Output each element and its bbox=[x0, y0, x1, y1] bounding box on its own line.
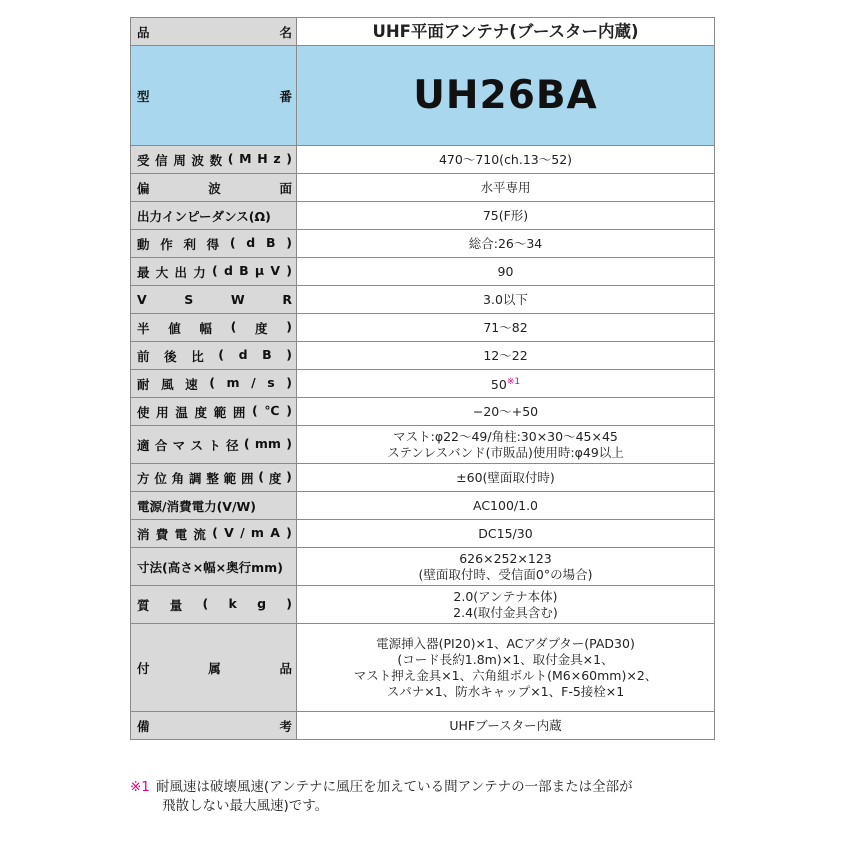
spec-row bbox=[131, 464, 715, 492]
spec-value-line: ±60(壁面取付時) bbox=[456, 469, 555, 485]
spec-label bbox=[131, 202, 297, 230]
spec-value-line: UHF平面アンテナ(ブースター内蔵) bbox=[372, 21, 639, 41]
spec-label-text: 偏 波 面 bbox=[137, 180, 292, 196]
spec-label bbox=[131, 624, 297, 712]
spec-label-text: 最 大 出 力 ( d B μ V ) bbox=[137, 262, 292, 280]
spec-value bbox=[297, 202, 715, 230]
spec-value-line: UHFブースター内蔵 bbox=[449, 717, 562, 733]
spec-value-line: AC100/1.0 bbox=[472, 497, 538, 513]
spec-row bbox=[131, 624, 715, 712]
spec-value bbox=[297, 492, 715, 520]
spec-value bbox=[297, 146, 715, 174]
spec-value-line: (壁面取付時、受信面0°の場合) bbox=[418, 566, 593, 582]
spec-row bbox=[131, 520, 715, 548]
spec-value-line: マスト押え金具×1、六角組ボルト(M6×60mm)×2、 bbox=[353, 667, 658, 683]
spec-row bbox=[131, 230, 715, 258]
spec-label bbox=[131, 174, 297, 202]
spec-value bbox=[297, 398, 715, 426]
spec-value bbox=[297, 712, 715, 740]
spec-row bbox=[131, 492, 715, 520]
spec-label-text: 動 作 利 得 ( d B ) bbox=[137, 234, 292, 252]
spec-value-line: 12〜22 bbox=[483, 347, 528, 363]
spec-label bbox=[131, 398, 297, 426]
model-number bbox=[297, 46, 715, 146]
spec-label-text: 質 量 ( k g ) bbox=[137, 595, 292, 613]
spec-label bbox=[131, 426, 297, 464]
spec-label-text: 使 用 温 度 範 囲 ( ℃ ) bbox=[137, 402, 292, 420]
spec-label bbox=[131, 464, 297, 492]
spec-label-text: 品 名 bbox=[137, 24, 292, 40]
spec-label-text: 半 値 幅 ( 度 ) bbox=[137, 318, 292, 336]
spec-value bbox=[297, 426, 715, 464]
spec-row bbox=[131, 548, 715, 586]
spec-label-text: 受 信 周 波 数 ( M H z ) bbox=[137, 150, 292, 168]
spec-value-line: 626×252×123 bbox=[459, 550, 552, 566]
spec-row bbox=[131, 712, 715, 740]
spec-value-line: 2.0(アンテナ本体) bbox=[453, 588, 558, 604]
spec-value bbox=[297, 342, 715, 370]
spec-value bbox=[297, 464, 715, 492]
footnote-text-1: 耐風速は破壊風速(アンテナに風圧を加えている間アンテナの一部または全部が bbox=[155, 779, 633, 795]
spec-label bbox=[131, 286, 297, 314]
spec-table bbox=[130, 17, 715, 740]
spec-label bbox=[131, 230, 297, 258]
spec-value-line: 470〜710(ch.13〜52) bbox=[438, 151, 573, 167]
spec-label-text: 消 費 電 流 ( V / m A ) bbox=[137, 524, 292, 542]
spec-label-text: 電源/消費電力(V/W) bbox=[137, 498, 257, 514]
spec-label bbox=[131, 520, 297, 548]
spec-value-line: 2.4(取付金具含む) bbox=[453, 604, 558, 620]
spec-value bbox=[297, 548, 715, 586]
spec-label bbox=[131, 712, 297, 740]
spec-row bbox=[131, 286, 715, 314]
spec-value-line: 90 bbox=[497, 263, 514, 279]
spec-label bbox=[131, 314, 297, 342]
spec-value bbox=[297, 230, 715, 258]
spec-value bbox=[297, 314, 715, 342]
spec-value-line: マスト:φ22〜49/角柱:30×30〜45×45 bbox=[393, 428, 618, 444]
spec-value-line: 水平専用 bbox=[480, 179, 531, 195]
spec-value-line: スパナ×1、防水キャップ×1、F-5接栓×1 bbox=[386, 683, 625, 699]
product-name bbox=[297, 18, 715, 46]
note-mark: ※1 bbox=[506, 376, 521, 387]
spec-value-line: 3.0以下 bbox=[483, 291, 528, 307]
spec-label bbox=[131, 258, 297, 286]
spec-label-text: 寸法(高さ×幅×奥行mm) bbox=[137, 559, 283, 575]
spec-value bbox=[297, 286, 715, 314]
spec-value-line: 電源挿入器(PI20)×1、ACアダプター(PAD30) bbox=[376, 635, 635, 651]
spec-label-text: 前 後 比 ( d B ) bbox=[137, 346, 292, 364]
spec-label bbox=[131, 370, 297, 398]
spec-row bbox=[131, 314, 715, 342]
spec-value bbox=[297, 586, 715, 624]
spec-value-line: −20〜+50 bbox=[472, 403, 539, 419]
spec-value-line: 75(F形) bbox=[482, 207, 529, 223]
spec-value-line: 総合:26〜34 bbox=[468, 235, 543, 251]
spec-value bbox=[297, 624, 715, 712]
spec-row bbox=[131, 586, 715, 624]
spec-value-line: ステンレスバンド(市販品)使用時:φ49以上 bbox=[387, 444, 624, 460]
spec-label bbox=[131, 18, 297, 46]
spec-value-line: 50$^{※1}$ bbox=[490, 376, 521, 393]
spec-row bbox=[131, 18, 715, 46]
spec-value-line: DC15/30 bbox=[478, 525, 533, 541]
spec-label bbox=[131, 586, 297, 624]
spec-label bbox=[131, 146, 297, 174]
spec-label bbox=[131, 548, 297, 586]
spec-row bbox=[131, 258, 715, 286]
spec-label-text: 付 属 品 bbox=[137, 660, 292, 676]
spec-label-text: V S W R bbox=[137, 292, 292, 307]
spec-value-line: UH26BA bbox=[413, 72, 598, 118]
spec-row bbox=[131, 202, 715, 230]
spec-value-line: (コード長約1.8m)×1、取付金具×1、 bbox=[397, 651, 614, 667]
spec-label-text: 適 合 マ ス ト 径 ( mm ) bbox=[137, 435, 292, 453]
spec-row bbox=[131, 46, 715, 146]
spec-value bbox=[297, 258, 715, 286]
spec-value bbox=[297, 370, 715, 398]
spec-value bbox=[297, 174, 715, 202]
spec-value-line: 71〜82 bbox=[483, 319, 528, 335]
spec-row bbox=[131, 146, 715, 174]
footnote-line-1 bbox=[130, 778, 730, 797]
spec-row bbox=[131, 426, 715, 464]
spec-label-text: 出力インピーダンス(Ω) bbox=[137, 208, 271, 224]
spec-label bbox=[131, 342, 297, 370]
footnote-mark: ※1 bbox=[130, 779, 150, 795]
spec-label-text: 備 考 bbox=[137, 718, 292, 734]
spec-value bbox=[297, 520, 715, 548]
footnote-line-2: 飛散しない最大風速)です。 bbox=[162, 798, 329, 814]
footnote bbox=[130, 778, 730, 816]
spec-row bbox=[131, 342, 715, 370]
spec-row bbox=[131, 398, 715, 426]
spec-label-text: 耐 風 速 ( m / s ) bbox=[137, 374, 292, 392]
spec-row bbox=[131, 370, 715, 398]
spec-label-text: 型 番 bbox=[137, 88, 292, 104]
spec-label-text: 方 位 角 調 整 範 囲 ( 度 ) bbox=[137, 468, 292, 486]
spec-label bbox=[131, 492, 297, 520]
spec-label bbox=[131, 46, 297, 146]
spec-row bbox=[131, 174, 715, 202]
